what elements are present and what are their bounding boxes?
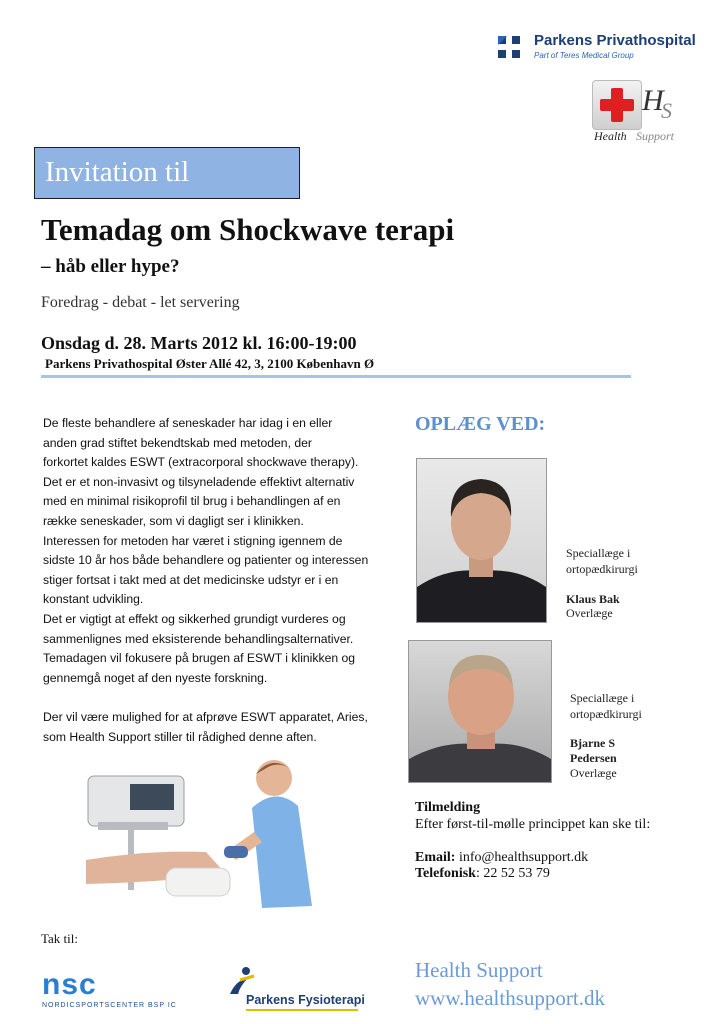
speaker2-title: Overlæge: [570, 766, 617, 780]
divider: [41, 375, 631, 378]
description-line: som Health Support stiller til rådighed denne aften.: [43, 729, 317, 744]
invitation-banner: [34, 147, 300, 199]
event-venue: Parkens Privathospital Øster Allé 42, 3, 2100 København Ø: [45, 356, 375, 371]
speaker2-role-line1: Speciallæge i: [570, 691, 635, 705]
speaker2-specialty: [570, 690, 642, 722]
description-line: sammenlignes med eksisterende behandlingsalternativer.: [43, 631, 354, 646]
nsc-text: NORDICSPORTSCENTER BSP IC: [42, 1002, 177, 1009]
runner-icon: [226, 966, 256, 996]
description-line: gennemgå noget af den nyeste forskning.: [43, 670, 268, 685]
description-line: sidste 10 år hos både behandlere og patienter og interessen: [43, 553, 369, 568]
hs-initial-s: S: [661, 98, 672, 123]
phone-label: Telefonisk: [415, 866, 476, 881]
email-link[interactable]: info@healthsupport.dk: [458, 850, 589, 865]
description-line: Det er vigtigt at effekt og sikkerhed grundigt vurderes og: [43, 611, 346, 626]
speaker-photo-bjarne-pedersen: [408, 640, 552, 783]
speaker1-role-line1: Speciallæge i: [566, 546, 631, 560]
invitation-label: Invitation til: [45, 156, 190, 188]
person-icon: [409, 641, 551, 782]
hs-word-health: Health: [594, 129, 627, 143]
nsc-mark: nsc: [42, 968, 97, 1001]
person-icon: [417, 459, 546, 622]
speaker1-title: Overlæge: [566, 606, 613, 620]
email-line: [415, 850, 588, 866]
description-line: anden grad stiftet bekendtskab med metoden, der: [43, 435, 312, 450]
registration-heading: Tilmelding: [415, 800, 481, 815]
event-subtitle: – håb eller hype?: [41, 256, 180, 277]
hs-initial-h: H: [642, 84, 664, 117]
speaker2-name-last: Pedersen: [570, 751, 617, 765]
treatment-illustration: [86, 756, 322, 914]
speaker1-specialty: [566, 545, 638, 577]
speaker1-role-line2: ortopædkirurgi: [566, 562, 638, 576]
description-line: Interessen for metoden har været i stigning igennem de: [43, 533, 343, 548]
nordicsportscenter-logo: [42, 968, 202, 1012]
registration-text: Efter først-til-mølle princippet kan ske til:: [415, 817, 651, 832]
description-line: stiger fortsat i takt med at det medicinske udstyr er i en: [43, 572, 339, 587]
thanks-label: Tak til:: [41, 931, 79, 946]
event-description: [43, 414, 393, 747]
health-support-cross-icon: [592, 80, 642, 130]
description-line: Der vil være mulighed for at afprøve ESWT apparatet, Aries,: [43, 709, 368, 724]
description-line: forkortet kaldes ESWT (extracorporal shockwave therapy).: [43, 455, 359, 470]
parkens-fysioterapi-logo: [224, 966, 364, 1016]
phone-number: : 22 52 53 79: [475, 866, 550, 881]
phone-line: [415, 866, 550, 882]
description-line: konstant udvikling.: [43, 592, 144, 607]
speakers-heading: OPLÆG VED:: [415, 413, 546, 435]
health-support-logo: [592, 80, 696, 144]
parkens-tagline: Part of Teres Medical Group: [534, 51, 634, 60]
footer-url[interactable]: www.healthsupport.dk: [415, 986, 605, 1010]
event-date: Onsdag d. 28. Marts 2012 kl. 16:00-19:00: [41, 333, 357, 353]
pf-name: Parkens Fysioterapi: [246, 993, 365, 1007]
parkens-cross-icon: [494, 32, 524, 62]
description-line: række seneskader, som vi dagligt ser i klinikken.: [43, 513, 304, 528]
description-line: med en minimal risikoprofil til brug i behandlingen af en: [43, 494, 341, 509]
parkens-name: Parkens Privathospital: [534, 32, 696, 49]
email-label: Email:: [415, 850, 456, 865]
event-title: Temadag om Shockwave terapi: [41, 212, 455, 247]
speaker-photo-klaus-bak: [416, 458, 547, 623]
hs-word-support: Support: [636, 129, 675, 143]
description-line: De fleste behandlere af seneskader har idag i en eller: [43, 416, 333, 430]
description-line: Det er et non-invasivt og tilsyneladende effektivt alternativ: [43, 474, 355, 489]
footer-brand: Health Support: [415, 958, 543, 982]
speaker2-role-line2: ortopædkirurgi: [570, 707, 642, 721]
description-line: Temadagen vil fokusere på brugen af ESWT i klinikken og: [43, 651, 356, 666]
event-program: Foredrag - debat - let servering: [41, 294, 240, 311]
parkens-privathospital-logo: [494, 30, 694, 64]
speaker2-name-first: Bjarne S: [570, 736, 615, 750]
speaker1-name: Klaus Bak: [566, 592, 620, 606]
